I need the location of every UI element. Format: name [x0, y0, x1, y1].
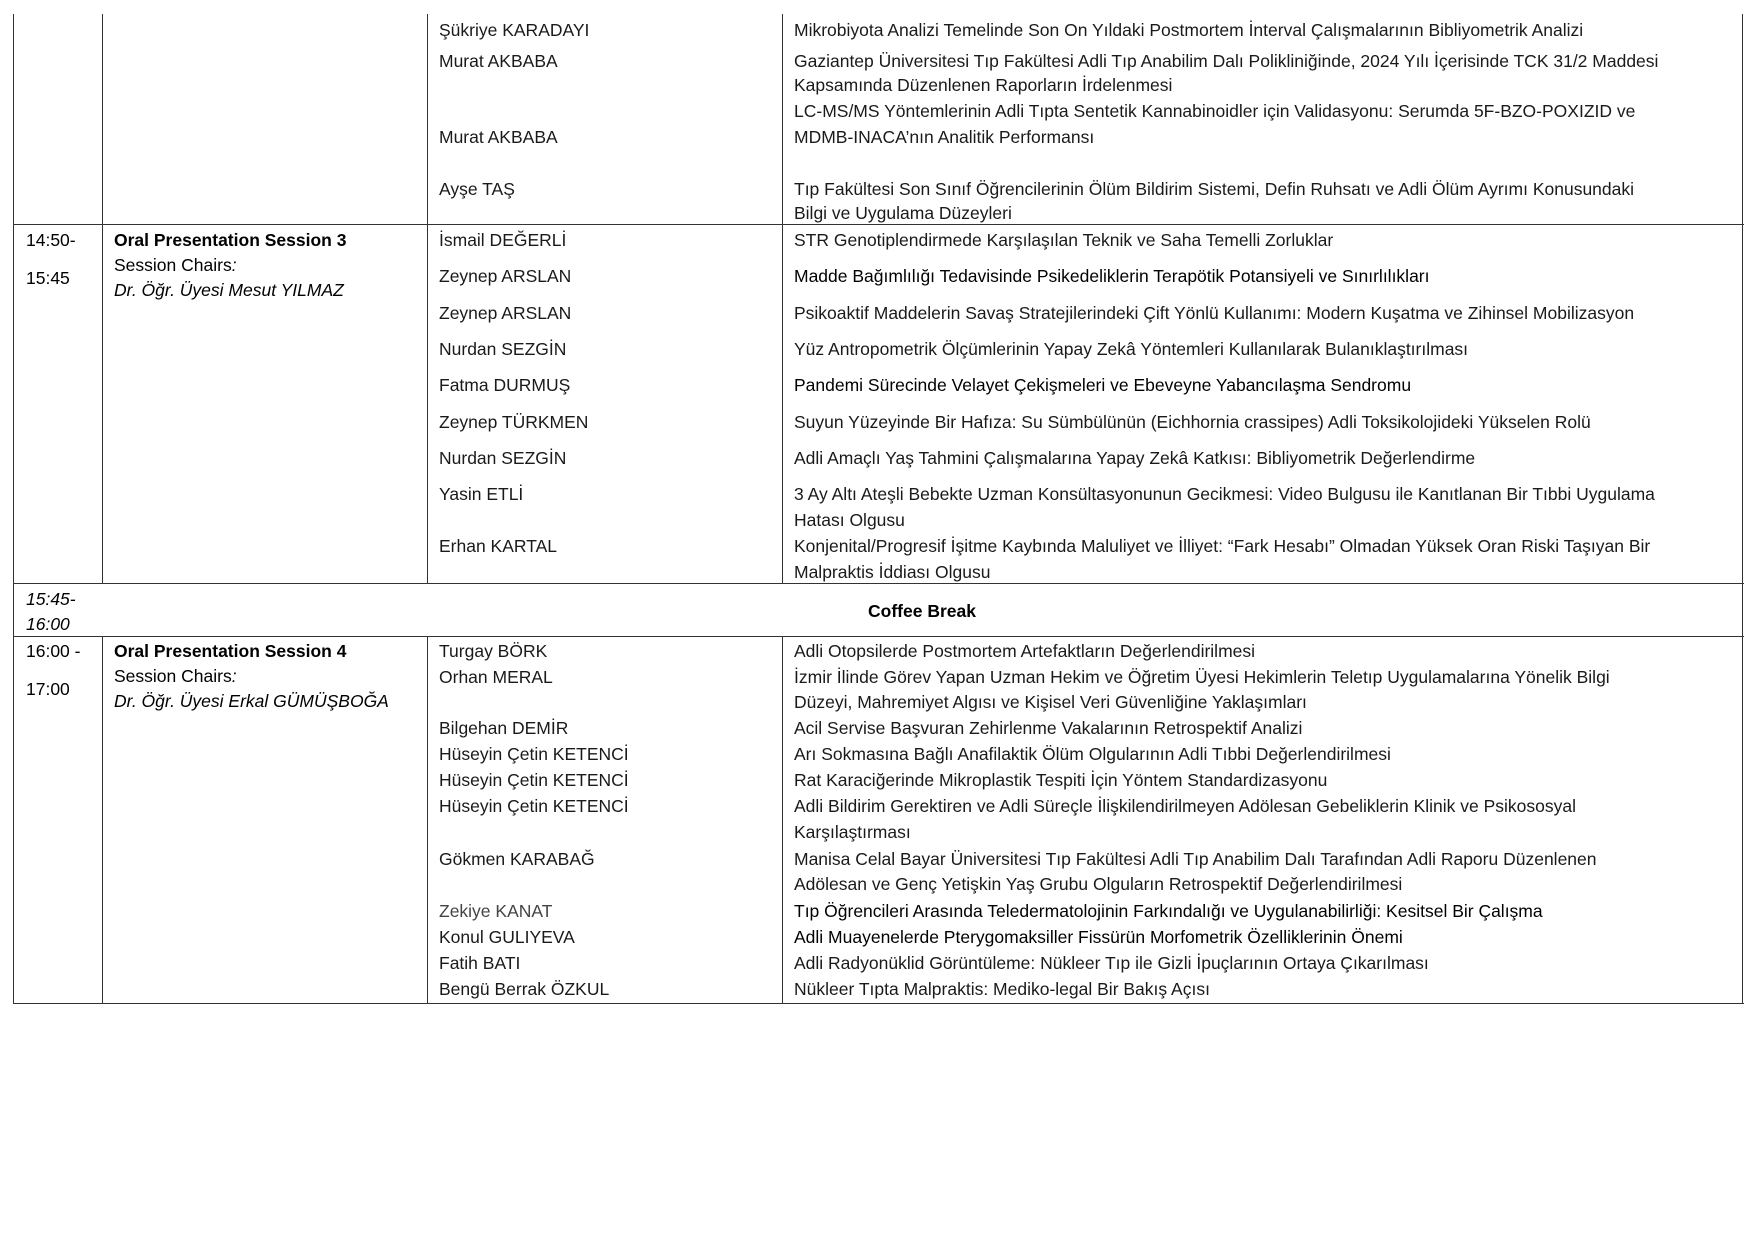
table-rule — [427, 636, 428, 1004]
presentation-title: Tıp Fakültesi Son Sınıf Öğrencilerinin Ölüm Bildirim Sistemi, Defin Ruhsatı ve Adli Ölüm Ayrımı Konusundaki — [794, 179, 1635, 199]
session-time-start: 14:50- — [26, 230, 76, 250]
presentation-title: Pandemi Sürecinde Velayet Çekişmeleri ve Ebeveyne Yabancılaşma Sendromu — [794, 375, 1412, 395]
presenter-name: Hüseyin Çetin KETENCİ — [439, 744, 629, 764]
presenter-name: Ayşe TAŞ — [439, 179, 515, 199]
presentation-title: 3 Ay Altı Ateşli Bebekte Uzman Konsültasyonunun Gecikmesi: Video Bulgusu ile Kanıtlanan Bir Tıbbi Uygulama — [794, 484, 1655, 504]
presentation-title: Adli Radyonüklid Görüntüleme: Nükleer Tıp ile Gizli İpuçlarının Ortaya Çıkarılması — [794, 953, 1429, 973]
presenter-name: Bengü Berrak ÖZKUL — [439, 979, 610, 999]
presentation-title: Gaziantep Üniversitesi Tıp Fakültesi Adli Tıp Anabilim Dalı Polikliniğinde, 2024 Yılı İçerisinde TCK 31/2 Maddesi — [794, 51, 1659, 71]
presenter-name: Fatma DURMUŞ — [439, 375, 571, 395]
presentation-title: Bilgi ve Uygulama Düzeyleri — [794, 203, 1012, 223]
table-rule — [427, 14, 428, 584]
presentation-title: LC-MS/MS Yöntemlerinin Adli Tıpta Sentetik Kannabinoidler için Validasyonu: Serumda 5F-BZO-POXIZID ve — [794, 101, 1636, 121]
presentation-title: Mikrobiyota Analizi Temelinde Son On Yıldaki Postmortem İnterval Çalışmalarının Bibliyometrik Analizi — [794, 20, 1584, 40]
presenter-name: Nurdan SEZGİN — [439, 448, 567, 468]
session-chair: Dr. Öğr. Üyesi Mesut YILMAZ — [114, 280, 344, 300]
chairs-label-colon: : — [231, 255, 237, 275]
session-time-end: 15:45 — [26, 268, 70, 288]
presenter-name: Gökmen KARABAĞ — [439, 849, 595, 869]
presenter-name: Konul GULIYEVA — [439, 927, 575, 947]
presenter-name: Zekiye KANAT — [439, 901, 553, 921]
presenter-name: Erhan KARTAL — [439, 536, 558, 556]
presenter-name: Turgay BÖRK — [439, 641, 548, 661]
presentation-title: Yüz Antropometrik Ölçümlerinin Yapay Zekâ Yöntemleri Kullanılarak Bulanıklaştırılması — [794, 339, 1469, 359]
presenter-name: Bilgehan DEMİR — [439, 718, 569, 738]
session-chair: Dr. Öğr. Üyesi Erkal GÜMÜŞBOĞA — [114, 691, 389, 711]
table-rule — [1742, 14, 1743, 1004]
presenter-name: Zeynep ARSLAN — [439, 303, 572, 323]
presentation-title: Kapsamında Düzenlenen Raporların İrdelenmesi — [794, 75, 1173, 95]
presenter-name: Nurdan SEZGİN — [439, 339, 567, 359]
presentation-title: STR Genotiplendirmede Karşılaşılan Teknik ve Saha Temelli Zorluklar — [794, 230, 1334, 250]
chairs-label-text: Session Chairs — [114, 666, 232, 686]
presentation-title: Malpraktis İddiası Olgusu — [794, 562, 991, 582]
session-chairs-label — [114, 252, 237, 278]
presenter-name: Zeynep TÜRKMEN — [439, 412, 589, 432]
presentation-title: MDMB-INACA’nın Analitik Performansı — [794, 127, 1095, 147]
table-rule — [102, 636, 103, 1004]
presentation-title: Suyun Yüzeyinde Bir Hafıza: Su Sümbülünün (Eichhornia crassipes) Adli Toksikolojideki Yükselen Rolü — [794, 412, 1591, 432]
presenter-name: Şükriye KARADAYI — [439, 20, 590, 40]
presentation-title: Madde Bağımlılığı Tedavisinde Psikedeliklerin Terapötik Potansiyeli ve Sınırlılıkları — [794, 266, 1430, 286]
presentation-title: Hatası Olgusu — [794, 510, 905, 530]
presentation-title: İzmir İlinde Görev Yapan Uzman Hekim ve Öğretim Üyesi Hekimlerin Teletıp Uygulamalarına Yönelik Bilgi — [794, 667, 1610, 687]
presentation-title: Tıp Öğrencileri Arasında Teledermatolojinin Farkındalığı ve Uygulanabilirliği: Kesitsel Bir Çalışma — [794, 901, 1543, 921]
table-rule — [102, 14, 103, 584]
break-time-end: 16:00 — [26, 614, 70, 634]
session-title: Oral Presentation Session 4 — [114, 641, 347, 661]
session-time-start: 16:00 - — [26, 641, 81, 661]
presenter-name: Hüseyin Çetin KETENCİ — [439, 796, 629, 816]
presenter-name: Murat AKBABA — [439, 127, 558, 147]
presentation-title: Adli Bildirim Gerektiren ve Adli Süreçle İlişkilendirilmeyen Adölesan Gebeliklerin Klinik ve Psikososyal — [794, 796, 1576, 816]
presenter-name: İsmail DEĞERLİ — [439, 230, 567, 250]
presentation-title: Adli Otopsilerde Postmortem Artefaktların Değerlendirilmesi — [794, 641, 1256, 661]
presentation-title: Acil Servise Başvuran Zehirlenme Vakalarının Retrospektif Analizi — [794, 718, 1303, 738]
chairs-label-text: Session Chairs — [114, 255, 232, 275]
presentation-title: Karşılaştırması — [794, 822, 911, 842]
session-chairs-label — [114, 663, 237, 689]
table-rule — [782, 636, 783, 1004]
presenter-name: Murat AKBABA — [439, 51, 558, 71]
table-rule — [782, 14, 783, 584]
session-time-end: 17:00 — [26, 679, 70, 699]
presentation-title: Adölesan ve Genç Yetişkin Yaş Grubu Olguların Retrospektif Değerlendirilmesi — [794, 874, 1403, 894]
presentation-title: Rat Karaciğerinde Mikroplastik Tespiti İçin Yöntem Standardizasyonu — [794, 770, 1328, 790]
presenter-name: Orhan MERAL — [439, 667, 553, 687]
presenter-name: Zeynep ARSLAN — [439, 266, 572, 286]
presentation-title: Konjenital/Progresif İşitme Kaybında Maluliyet ve İlliyet: “Fark Hesabı” Olmadan Yüksek Oran Riski Taşıyan Bir — [794, 536, 1651, 556]
break-label: Coffee Break — [868, 601, 976, 621]
presentation-title: Düzeyi, Mahremiyet Algısı ve Kişisel Veri Güvenliğine Yaklaşımları — [794, 692, 1307, 712]
break-time-start: 15:45- — [26, 589, 76, 609]
presentation-title: Psikoaktif Maddelerin Savaş Stratejilerindeki Çift Yönlü Kullanımı: Modern Kuşatma ve Zihinsel Mobilizasyon — [794, 303, 1635, 323]
presentation-title: Manisa Celal Bayar Üniversitesi Tıp Fakültesi Adli Tıp Anabilim Dalı Tarafından Adli Raporu Düzenlenen — [794, 849, 1597, 869]
table-rule — [13, 636, 1744, 637]
presenter-name: Fatih BATI — [439, 953, 521, 973]
presenter-name: Yasin ETLİ — [439, 484, 524, 504]
presentation-title: Nükleer Tıpta Malpraktis: Mediko-legal Bir Bakış Açısı — [794, 979, 1210, 999]
session-title: Oral Presentation Session 3 — [114, 230, 347, 250]
presenter-name: Hüseyin Çetin KETENCİ — [439, 770, 629, 790]
presentation-title: Arı Sokmasına Bağlı Anafilaktik Ölüm Olgularının Adli Tıbbi Değerlendirilmesi — [794, 744, 1391, 764]
table-rule — [13, 1003, 1744, 1004]
presentation-title: Adli Muayenelerde Pterygomaksiller Fissürün Morfometrik Özelliklerinin Önemi — [794, 927, 1403, 947]
presentation-title: Adli Amaçlı Yaş Tahmini Çalışmalarına Yapay Zekâ Katkısı: Bibliyometrik Değerlendirme — [794, 448, 1476, 468]
chairs-label-colon: : — [231, 666, 237, 686]
table-rule — [13, 14, 14, 1004]
